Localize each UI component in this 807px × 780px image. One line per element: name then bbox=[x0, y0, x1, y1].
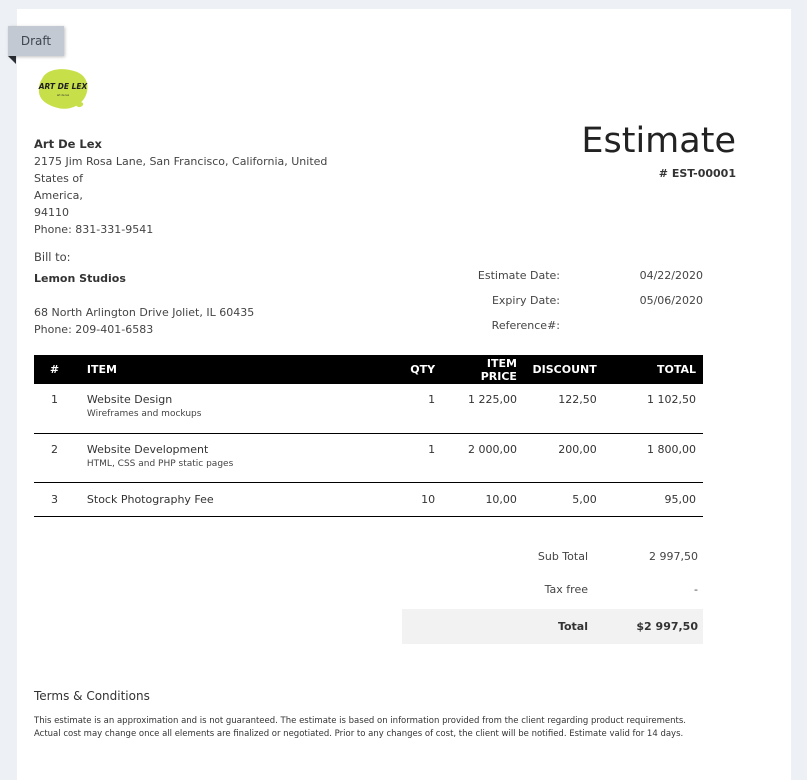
row-num: 1 bbox=[50, 393, 58, 406]
document-title: Estimate bbox=[581, 121, 736, 161]
item-name: Stock Photography Fee bbox=[86, 492, 214, 506]
total-row bbox=[402, 609, 703, 644]
header-num: # bbox=[34, 355, 75, 384]
terms-title: Terms & Conditions bbox=[34, 689, 150, 703]
row-qty: 10 bbox=[421, 492, 436, 506]
bill-to bbox=[34, 249, 334, 338]
row-item bbox=[75, 482, 382, 516]
terms-text: This estimate is an approximation and is not guaranteed. The estimate is based on information provided from the client regarding product requirements. Actual cost may change once all elements are finalized or negotiated. Prior to any changes of cost, the client will be notified. Estimate valid for 14 days. bbox=[34, 716, 686, 739]
row-discount: 5,00 bbox=[572, 492, 597, 506]
estimate-date-value: 04/22/2020 bbox=[639, 269, 703, 282]
row-qty: 1 bbox=[428, 442, 436, 456]
item-description: Wireframes and mockups bbox=[86, 409, 202, 419]
subtotal-row bbox=[402, 540, 703, 573]
header-qty: QTY bbox=[382, 355, 441, 384]
row-qty: 1 bbox=[428, 393, 436, 406]
table-row bbox=[34, 384, 703, 433]
reference-row bbox=[440, 318, 703, 343]
expiry-date-row bbox=[440, 293, 703, 318]
header-discount: DISCOUNT bbox=[523, 355, 603, 384]
item-name: Website Development bbox=[86, 442, 209, 456]
company-name: Art De Lex bbox=[34, 137, 102, 151]
table-row bbox=[34, 433, 703, 482]
totals-block bbox=[402, 540, 703, 644]
row-total: 1 102,50 bbox=[647, 393, 696, 406]
row-discount: 200,00 bbox=[558, 442, 597, 456]
company-phone: Phone: 831-331-9541 bbox=[34, 223, 154, 236]
row-price: 10,00 bbox=[485, 492, 517, 506]
client-name: Lemon Studios bbox=[34, 272, 126, 285]
client-phone: Phone: 209-401-6583 bbox=[34, 323, 154, 336]
reference-label: Reference#: bbox=[491, 319, 560, 332]
tax-value: - bbox=[694, 583, 698, 596]
total-label: Total bbox=[557, 620, 588, 633]
table-header bbox=[34, 355, 703, 384]
logo-subtext: art de lex bbox=[56, 94, 70, 97]
expiry-date-value: 05/06/2020 bbox=[639, 294, 703, 307]
subtotal-label: Sub Total bbox=[537, 550, 588, 563]
row-item bbox=[75, 384, 382, 433]
item-description: HTML, CSS and PHP static pages bbox=[86, 458, 234, 469]
ribbon-fold bbox=[8, 56, 16, 64]
row-price: 2 000,00 bbox=[467, 442, 517, 456]
estimate-date-row bbox=[440, 268, 703, 293]
terms-section bbox=[34, 689, 704, 741]
total-value: $2 997,50 bbox=[636, 620, 698, 633]
header-item-price: ITEM PRICE bbox=[441, 355, 523, 384]
estimate-meta bbox=[440, 268, 703, 343]
row-discount: 122,50 bbox=[558, 393, 597, 406]
expiry-date-label: Expiry Date: bbox=[491, 294, 560, 307]
company-address-line1: 2175 Jim Rosa Lane, San Francisco, California, United States of bbox=[34, 155, 328, 185]
reference-value bbox=[560, 318, 703, 343]
bill-to-label: Bill to: bbox=[34, 250, 71, 264]
row-item bbox=[75, 433, 382, 482]
row-price: 1 225,00 bbox=[467, 393, 517, 406]
row-total: 1 800,00 bbox=[647, 442, 696, 456]
tax-label: Tax free bbox=[544, 583, 588, 596]
tax-row bbox=[402, 573, 703, 606]
company-zip: 94110 bbox=[34, 206, 69, 219]
row-total: 95,00 bbox=[664, 492, 696, 506]
table-row bbox=[34, 482, 703, 516]
company-info bbox=[34, 136, 364, 238]
item-name: Website Design bbox=[86, 393, 173, 406]
row-num: 2 bbox=[50, 442, 58, 456]
company-address-line2: America, bbox=[34, 189, 83, 202]
row-num: 3 bbox=[50, 492, 58, 506]
line-items-table bbox=[34, 355, 703, 517]
header-total: TOTAL bbox=[603, 355, 703, 384]
status-ribbon: Draft bbox=[8, 26, 64, 56]
logo-text: ART DE LEX bbox=[38, 82, 88, 91]
subtotal-value: 2 997,50 bbox=[649, 550, 698, 563]
document-number: # EST-00001 bbox=[658, 167, 736, 180]
estimate-date-label: Estimate Date: bbox=[477, 269, 560, 282]
client-address: 68 North Arlington Drive Joliet, IL 60435 bbox=[34, 306, 255, 319]
company-logo bbox=[36, 65, 90, 111]
header-item: ITEM bbox=[75, 355, 382, 384]
